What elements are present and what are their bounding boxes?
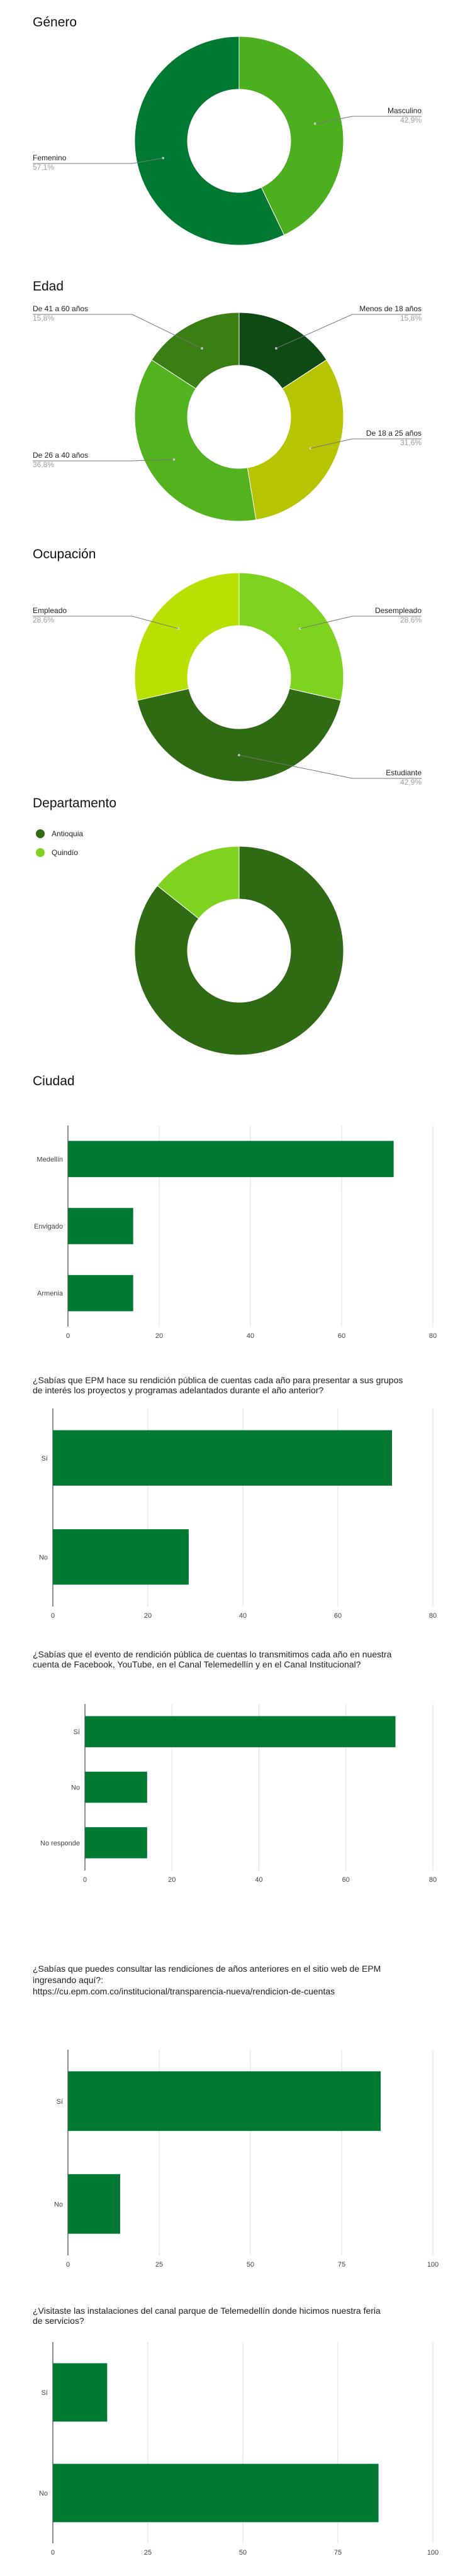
q2-bar-chart — [0, 1641, 453, 1918]
x-tick-label: 80 — [428, 1612, 437, 1620]
question-title-line: de interés los proyectos y programas adelantados durante el año anterior? — [33, 1385, 324, 1395]
category-label: Sí — [73, 1728, 80, 1737]
bar — [85, 1772, 147, 1803]
question-title-line: ¿Sabías que puedes consultar las rendiciones de años anteriores en el sitio web de EPM — [33, 1964, 381, 1974]
legend-swatch — [36, 848, 45, 857]
x-tick-label: 60 — [342, 1876, 350, 1884]
x-tick-label: 40 — [246, 1332, 255, 1340]
slice-percent: 42,9% — [400, 116, 422, 124]
donut-slice — [137, 688, 341, 782]
occupation-donut-svg — [0, 547, 453, 786]
chart-title: Género — [33, 15, 77, 30]
slice-percent: 36,8% — [33, 460, 55, 469]
q2-bar-svg — [0, 1641, 453, 1918]
age-donut-chart — [0, 277, 453, 553]
slice-percent: 31,6% — [400, 438, 422, 447]
x-tick-label: 100 — [427, 2549, 439, 2557]
question-title-line: cuenta de Facebook, YouTube, en el Canal Telemedellín y en el Canal Institucional? — [33, 1659, 361, 1669]
bar — [53, 2464, 379, 2523]
bar — [53, 1430, 392, 1486]
question-title-line: de servicios? — [33, 2316, 84, 2326]
q1-bar-chart — [0, 1364, 453, 1641]
x-tick-label: 60 — [337, 1332, 346, 1340]
question-title — [33, 2306, 381, 2326]
q3-bar-svg — [0, 1918, 453, 2301]
q3-bar-chart — [0, 1918, 453, 2301]
question-title-line: https://cu.epm.com.co/institucional/transparencia-nueva/rendicion-de-cuentas — [33, 1986, 335, 1996]
category-label: Medellín — [36, 1156, 63, 1164]
x-tick-label: 0 — [50, 1612, 55, 1620]
question-title — [33, 1375, 403, 1395]
slice-label: Menos de 18 años — [359, 304, 422, 313]
department-donut-svg — [0, 786, 453, 1075]
slice-percent: 15,8% — [33, 314, 55, 323]
category-label: Envigado — [34, 1223, 63, 1230]
bar — [85, 1827, 147, 1858]
slice-label: De 26 a 40 años — [33, 451, 89, 460]
x-tick-label: 50 — [238, 2549, 247, 2557]
x-tick-label: 20 — [168, 1876, 176, 1884]
chart-title: Ocupación — [33, 547, 96, 561]
donut-slice — [135, 573, 239, 700]
legend-label: Quindío — [52, 848, 79, 857]
chart-title: Departamento — [33, 796, 117, 810]
chart-title: Edad — [33, 279, 64, 294]
x-tick-label: 80 — [428, 1332, 437, 1340]
slice-percent: 28,6% — [400, 616, 422, 624]
callout-anchor — [275, 347, 277, 350]
slice-percent: 15,8% — [400, 314, 422, 323]
legend-label: Antioquia — [52, 829, 84, 838]
question-title — [33, 1649, 392, 1669]
x-tick-label: 20 — [155, 1332, 164, 1340]
category-label: No — [53, 2201, 63, 2209]
donut-slice — [247, 360, 344, 519]
slice-label: Estudiante — [386, 768, 422, 777]
category-label: Sí — [56, 2098, 63, 2106]
x-tick-label: 50 — [246, 2261, 255, 2269]
bar — [85, 1716, 396, 1747]
city-bar-chart — [0, 1075, 453, 1364]
x-tick-label: 0 — [65, 2261, 70, 2269]
x-tick-label: 25 — [155, 2261, 164, 2269]
slice-label: De 18 a 25 años — [366, 429, 422, 438]
bar — [68, 1208, 133, 1244]
x-tick-label: 40 — [238, 1612, 247, 1620]
x-tick-label: 40 — [255, 1876, 263, 1884]
chart-title: Ciudad — [33, 1075, 75, 1088]
q4-bar-chart — [0, 2301, 453, 2576]
category-label: Sí — [41, 2389, 48, 2397]
x-tick-label: 80 — [428, 1876, 437, 1884]
occupation-donut-chart — [0, 547, 453, 786]
category-label: No — [38, 1554, 48, 1562]
category-label: No responde — [40, 1839, 80, 1847]
question-title-line: ¿Visitaste las instalaciones del canal parque de Telemedellín donde hicimos nuestra feria — [33, 2306, 381, 2316]
city-bar-svg — [0, 1075, 453, 1364]
slice-percent: 42,9% — [400, 778, 422, 786]
question-title-line: ¿Sabías que el evento de rendición pública de cuentas lo transmitimos cada año en nuestra — [33, 1649, 392, 1659]
bar — [68, 2174, 120, 2234]
legend-swatch — [36, 829, 45, 838]
question-title-line: ingresando aquí?: — [33, 1975, 104, 1985]
category-label: Sí — [41, 1454, 48, 1462]
q4-bar-svg — [0, 2301, 453, 2576]
bar — [68, 1141, 394, 1178]
callout-anchor — [201, 347, 203, 350]
slice-label: De 41 a 60 años — [33, 304, 89, 313]
x-tick-label: 0 — [65, 1332, 70, 1340]
slice-percent: 57,1% — [33, 163, 55, 172]
department-donut-chart — [0, 786, 453, 1075]
x-tick-label: 0 — [50, 2549, 55, 2557]
slice-percent: 28,6% — [33, 616, 55, 624]
x-tick-label: 60 — [333, 1612, 342, 1620]
gender-donut-svg — [0, 0, 453, 277]
x-tick-label: 75 — [337, 2261, 346, 2269]
x-tick-label: 75 — [333, 2549, 342, 2557]
question-title — [33, 1964, 381, 1996]
x-tick-label: 20 — [143, 1612, 152, 1620]
category-label: No — [38, 2490, 48, 2497]
slice-label: Masculino — [387, 106, 422, 115]
bar — [53, 2363, 107, 2422]
gender-donut-chart — [0, 0, 453, 277]
donut-slice — [239, 573, 344, 700]
category-label: No — [70, 1784, 80, 1792]
slice-label: Femenino — [33, 153, 67, 162]
x-tick-label: 100 — [427, 2261, 439, 2269]
category-label: Armenia — [37, 1290, 63, 1298]
bar — [68, 2071, 381, 2131]
x-tick-label: 25 — [143, 2549, 152, 2557]
slice-label: Desempleado — [374, 606, 422, 615]
slice-label: Empleado — [33, 606, 67, 615]
age-donut-svg — [0, 277, 453, 553]
x-tick-label: 0 — [82, 1876, 87, 1884]
bar — [53, 1529, 189, 1584]
bar — [68, 1275, 133, 1312]
q1-bar-svg — [0, 1364, 453, 1641]
question-title-line: ¿Sabías que EPM hace su rendición pública de cuentas cada año para presentar a sus grupos — [33, 1375, 403, 1385]
